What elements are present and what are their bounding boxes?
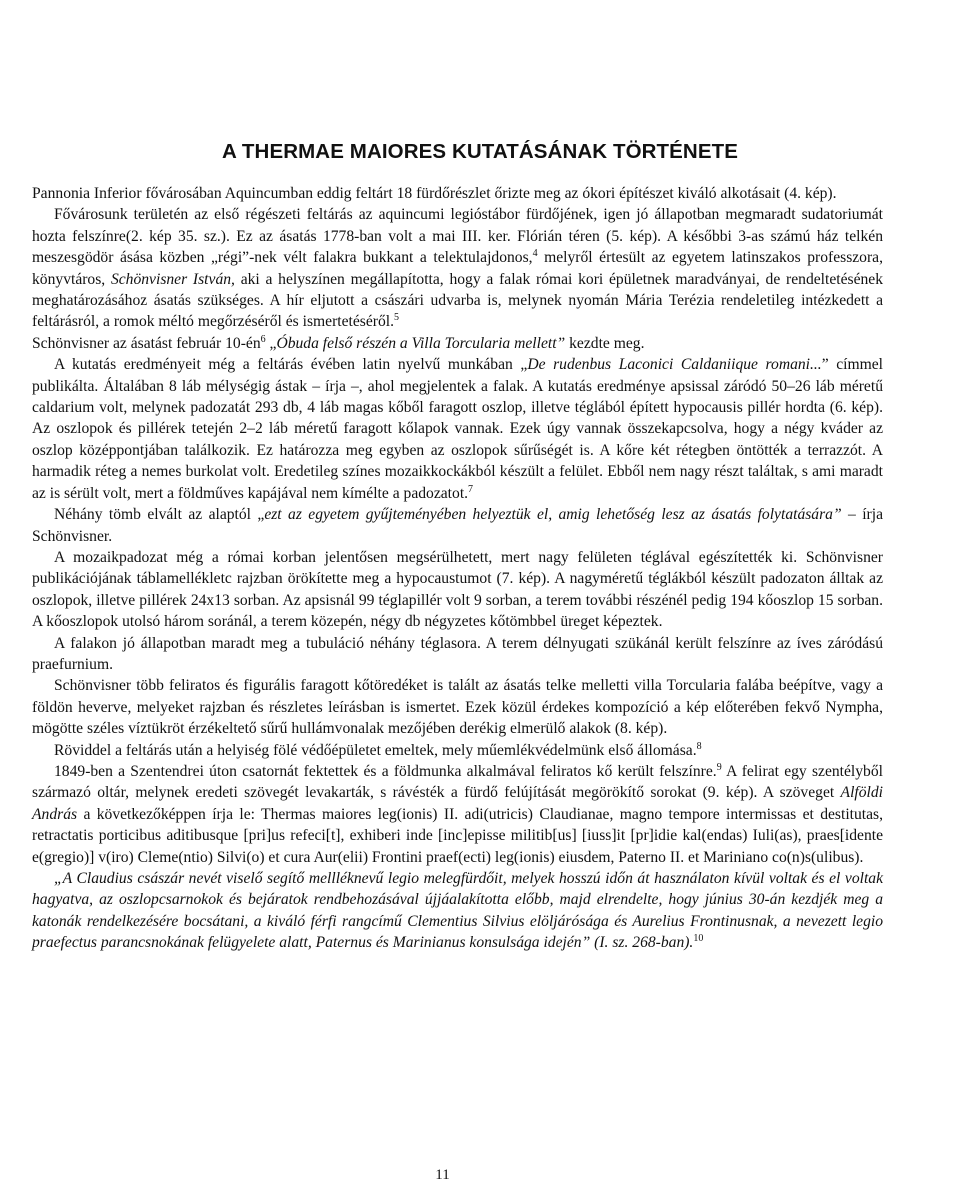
paragraph (32, 740, 883, 761)
paragraph (32, 547, 883, 633)
footnote-ref: 4 (532, 248, 538, 260)
text-segment: a következőképpen írja le: Thermas maiores leg(ionis) II. adi(utricis) Claudianae, magno tempore intermissas et destitutas, retractatis porticibus aditibusque [pri]us refeci[t], exhiberi inde [inc]episse militib[us] [iuss]it [pr]idie kal(endas) Iuli(as), praes[idente e(gregio)] v(iro) Cleme(ntio) Silvi(o) et cura Aur(elii) Frontini praef(ecti) leg(ionis) eiusdem, Paterno II. et Mariniano co(n)s(ulibus). (32, 805, 883, 866)
text-segment: A felirat egy szentélyből származó oltár, melynek eredeti szövegét levakarták, s rávésték a fürdő felújítását megörökítő sorokat (9. kép). A szöveget (32, 762, 883, 802)
text-segment: 1849-ben a Szentendrei úton csatornát fektettek és a földmunka alkalmával feliratos kő került felszínre. (54, 762, 717, 780)
text-segment: – írja Schönvisner. (32, 506, 884, 545)
italic-text: Schönvisner István, (110, 270, 235, 288)
text-segment: Schönvisner több feliratos és figurális faragott kőtöredéket is talált az ásatás telke melletti villa Torcularia falába beépítve, vagy a földön heverve, melyeket rajzban és részletes leírásban is ismertet. Ezek közül érdekes kompozíció a kép előterében fekvő Nympha, mögötte széles víztükröt érzékeltető sűrű hullámvonalak mezőjében derékig elmerülő alakok (8. kép). (32, 677, 883, 738)
text-segment: kezdte meg. (565, 334, 645, 352)
text-segment: ” címmel publikálta. Általában 8 láb mélységig ástak – írja –, ahol megjelentek a falak. A kutatás eredménye apsissal záródó 50–26 láb méretű caldarium volt, melynek padozatát 293 db, 4 láb magas kőből faragott oszlop, illetve téglából épített hypocausis pillér hordta (6. kép). Az oszlopok és pillérek tetején 2–2 láb méretű faragott kőlapok vannak. Ezek úgy vannak összekapcsolva, hogy a négy kváder az oszlop középpontjában találkozik. Ez határozza meg egyben az oszlopok sűrűségét is. A kőre két rétegben öntötték a terrazzót. A harmadik réteg a nemes burkolat volt. Eredetileg színes mozaikkockákból készült a felület. Ebből nem nagy részt találtak, s ami maradt az is sérült volt, mert a földműves kapájával nem kímélte a padozatot. (32, 356, 883, 502)
text-segment: melyről értesült az egyetem latinszakos professzora, könyvtáros, (32, 249, 883, 288)
footnote-ref: 6 (260, 333, 266, 345)
paragraph (32, 333, 883, 354)
page-number: 11 (435, 1167, 450, 1183)
italic-text: „A Claudius császár nevét viselő segítő mellléknevű legio melegfürdőit, melyek hosszú időn át használaton kívül voltak és el voltak hagyatva, az oszlopcsarnokok és bejáratok rendbehozásával újjáalakította előbb, majd elrendelte, hogy június 30-án kezdjék meg a katonák rendelkezésére bocsátani, a kiváló férfi rangcímű Clementius Silvius elöljárósága és Aurelius Frontinusnak, a nevezett legio praefectus parancsnokának felügyelete alatt, Paternus és Marinianus konsulsága idején” (I. sz. 268-ban). (32, 870, 883, 952)
text-segment: Fővárosunk területén az első régészeti feltárás az aquincumi legióstábor fürdőjének, igen jó állapotban megmaradt sudatoriumát hozta felszínre(2. kép 35. sz.). Ez az ásatás 1778-ban volt a mai III. ker. Flórián téren (5. kép). A későbbi 3-as számú ház telkén meszesgödör ásása közben „régi”-nek vélt falakra bukkant a telektulajdonos, (32, 206, 883, 267)
paragraph (32, 504, 883, 547)
text-segment: A mozaikpadozat még a római korban jelentősen megsérülhetett, mert nagy felületen téglával egészítették ki. Schönvisner publikációjának táblamellékletc rajzban örökítette meg a hypocaustumot (7. kép). A nagyméretű téglákból készült padozaton álltak az oszlopok, illetve pillérek 24x13 sorban. Az apsisnál 99 téglapillér volt 9 sorban, a terem további részénél pedig 194 kőoszlop 15 sorban. A kőoszlopok utolsó három soránál, a terem közepén, négy db négyzetes kőtömbbel üreget képeztek. (32, 548, 883, 631)
text-segment: A kutatás eredményeit még a feltárás évében latin nyelvű munkában „ (54, 356, 528, 374)
paragraph (32, 183, 883, 204)
paragraph (32, 354, 883, 504)
footnote-ref: 9 (716, 761, 722, 773)
paragraph (32, 761, 883, 868)
paragraph (32, 675, 883, 739)
text-segment: A falakon jó állapotban maradt meg a tubuláció néhány téglasora. A terem délnyugati szükánál került felszínre az íves záródású praefurnium. (32, 634, 883, 673)
paragraph (32, 633, 883, 676)
body-text (32, 183, 883, 954)
text-segment: aki a helyszínen megállapította, hogy a falak római kori épületnek maradványai, de rendeltetésének meghatározásához ásatás szükséges. A hír eljutott a császári udvarba is, melynek nyomán Mária Terézia rendeletileg intézkedett a feltárásról, a romok méltó megőrzéséről és ismertetéséről. (32, 270, 884, 331)
italic-text: Óbuda felső részén a Villa Torcularia mellett” (276, 334, 566, 352)
italic-text: De rudenbus Laconici Caldaniique romani... (527, 356, 822, 374)
footnote-ref: 8 (696, 740, 702, 752)
paragraph (32, 204, 883, 332)
footnote-ref: 5 (393, 312, 399, 324)
footnote-ref: 10 (693, 933, 704, 945)
paragraph (32, 868, 883, 954)
text-segment: „ (265, 334, 277, 352)
footnote-ref: 7 (468, 483, 474, 495)
text-segment: Pannonia Inferior fővárosában Aquincumban eddig feltárt 18 fürdőrészlet őrizte meg az ókori építészet kiváló alkotásait (4. kép). (32, 185, 837, 202)
page-title: A THERMAE MAIORES KUTATÁSÁNAK TÖRTÉNETE (221, 140, 738, 163)
italic-text: ezt az egyetem gyűjteményében helyeztük el, amig lehetőség lesz az ásatás folytatására” (264, 506, 842, 524)
text-segment: Schönvisner az ásatást február 10-én (32, 334, 261, 352)
italic-text: Alföldi András (32, 784, 883, 823)
text-segment: Néhány tömb elvált az alaptól „ (54, 506, 265, 524)
text-segment: Röviddel a feltárás után a helyiség fölé védőépületet emeltek, mely műemlékvédelmünk első állomása. (54, 741, 697, 759)
